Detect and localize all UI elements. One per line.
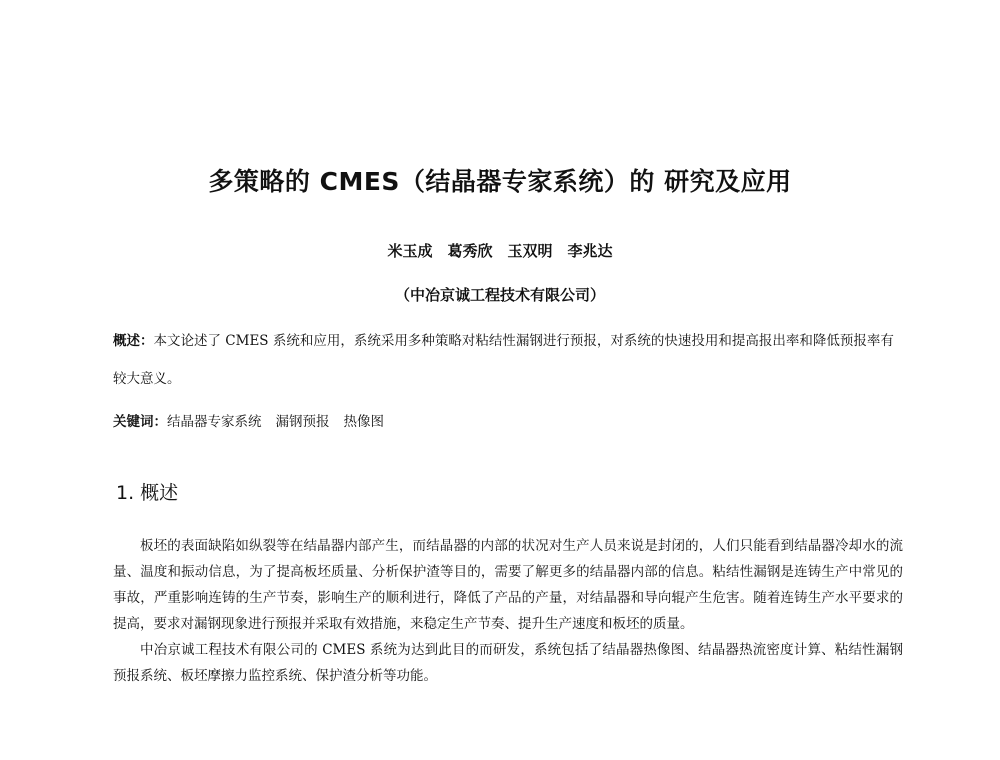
section-body	[113, 533, 903, 689]
keyword-item: 漏钢预报	[275, 414, 330, 430]
paper-authors: 米玉成 葛秀欣 玉双明 李兆达	[387, 242, 613, 260]
abstract-text: 本文论述了 CMES 系统和应用，系统采用多种策略对粘结性漏钢进行预报，对系统的快速投用和提高报出率和降低预报率有较大意义。	[113, 333, 894, 387]
paragraph: 中冶京诚工程技术有限公司的 CMES 系统为达到此目的而研发，系统包括了结晶器热像图、结晶器热流密度计算、粘结性漏钢预报系统、板坯摩擦力监控系统、保护渣分析等功能。	[113, 642, 903, 684]
keywords	[113, 410, 903, 430]
keyword-item: 结晶器专家系统	[167, 414, 262, 430]
paragraph: 板坯的表面缺陷如纵裂等在结晶器内部产生，而结晶器的内部的状况对生产人员来说是封闭的，人们只能看到结晶器冷却水的流量、温度和振动信息，为了提高板坯质量、分析保护渣等目的，需要了解更多的结晶器内部的信息。粘结性漏钢是连铸生产中常见的事故，严重影响连铸的生产节奏，影响生产的顺利进行，降低了产品的产量，对结晶器和导向辊产生危害。随着连铸生产水平要求的提高，要求对漏钢现象进行预报并采取有效措施，来稳定生产节奏、提升生产速度和板坯的质量。	[113, 538, 903, 632]
abstract-label: 概述：	[113, 333, 154, 349]
section-heading: 1. 概述	[116, 482, 179, 504]
paper-affiliation: （中冶京诚工程技术有限公司）	[394, 286, 605, 304]
abstract	[113, 322, 903, 398]
paper-title: 多策略的 CMES（结晶器专家系统）的 研究及应用	[208, 167, 792, 196]
keyword-item: 热像图	[343, 414, 384, 430]
keywords-label: 关键词：	[113, 414, 167, 430]
